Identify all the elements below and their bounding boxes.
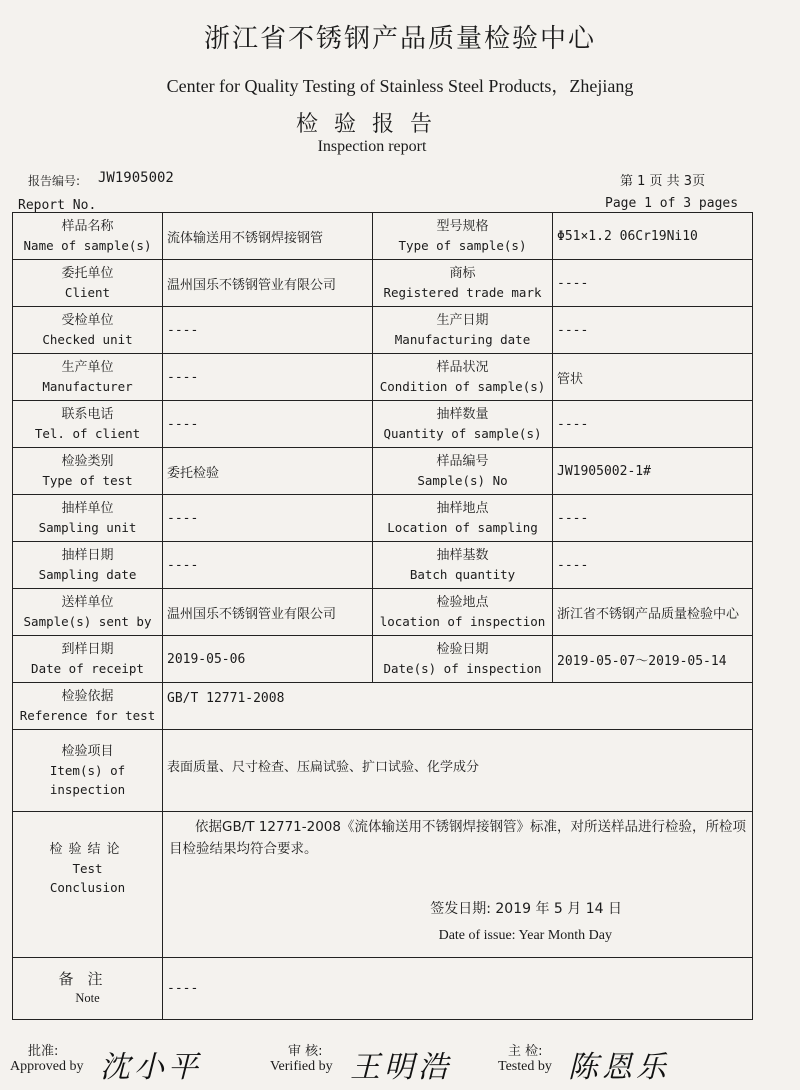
- field-value: ----: [163, 495, 373, 542]
- conclusion-row: [13, 812, 753, 958]
- field-value: ----: [163, 542, 373, 589]
- table-row: [13, 448, 753, 495]
- field-label: 联系电话 Tel. of client: [13, 401, 163, 448]
- table-row: [13, 307, 753, 354]
- report-no-value: JW1905002: [98, 170, 174, 186]
- verified-label-en: Verified by: [270, 1059, 333, 1074]
- field-label: 型号规格 Type of sample(s): [373, 213, 553, 260]
- inspection-table: [12, 212, 753, 1020]
- issue-date-en: Date of issue: Year Month Day: [438, 928, 612, 943]
- field-value: 温州国乐不锈钢管业有限公司: [163, 589, 373, 636]
- info-rows: [13, 213, 753, 1020]
- table-row: [13, 542, 753, 589]
- field-value: JW1905002-1#: [553, 448, 753, 495]
- field-value: 2019-05-06: [163, 636, 373, 683]
- field-value: 管状: [553, 354, 753, 401]
- note-row: [13, 958, 753, 1020]
- tested-label-cn: 主 检:: [508, 1044, 543, 1059]
- reference-value: GB/T 12771-2008: [163, 683, 753, 730]
- org-name-en: Center for Quality Testing of Stainless Steel Products，Zhejiang: [166, 76, 634, 96]
- field-label: 受检单位 Checked unit: [13, 307, 163, 354]
- approved-signature: 沈小平: [100, 1050, 202, 1085]
- issue-date-cn: 签发日期: 2019 年 5 月 14 日: [430, 901, 622, 917]
- tested-by: [498, 1040, 552, 1075]
- items-label: 检验项目 Item(s) of inspection: [13, 730, 163, 812]
- note-label: 备注 Note: [13, 958, 163, 1020]
- table-row: [13, 589, 753, 636]
- field-value: 委托检验: [163, 448, 373, 495]
- verified-signature: 王明浩: [350, 1050, 452, 1085]
- field-label: 样品编号 Sample(s) No: [373, 448, 553, 495]
- field-value: ----: [163, 354, 373, 401]
- field-value: ----: [163, 401, 373, 448]
- table-row: [13, 354, 753, 401]
- approved-label-cn: 批准:: [28, 1044, 59, 1059]
- field-label: 生产单位 Manufacturer: [13, 354, 163, 401]
- table-row: [13, 213, 753, 260]
- reference-label: 检验依据 Reference for test: [13, 683, 163, 730]
- field-label: 检验地点 location of inspection: [373, 589, 553, 636]
- field-value: ----: [553, 307, 753, 354]
- field-label: 检验日期 Date(s) of inspection: [373, 636, 553, 683]
- report-no-label-en: Report No.: [18, 198, 97, 213]
- approved-label-en: Approved by: [10, 1059, 84, 1074]
- field-value: ----: [553, 542, 753, 589]
- items-row: [13, 730, 753, 812]
- conclusion-content: [163, 812, 753, 958]
- field-label: 生产日期 Manufacturing date: [373, 307, 553, 354]
- table-row: [13, 260, 753, 307]
- field-value: 流体输送用不锈钢焊接钢管: [163, 213, 373, 260]
- field-label: 抽样地点 Location of sampling: [373, 495, 553, 542]
- org-name-cn: 浙江省不锈钢产品质量检验中心: [203, 24, 596, 54]
- conclusion-text: 依据GB/T 12771-2008《流体输送用不锈钢焊接钢管》标准，对所送样品进行检验，所检项目检验结果均符合要求。: [169, 819, 746, 857]
- field-value: Φ51×1.2 06Cr19Ni10: [553, 213, 753, 260]
- note-value: ----: [163, 958, 753, 1020]
- verified-by: [270, 1040, 333, 1075]
- field-label: 抽样日期 Sampling date: [13, 542, 163, 589]
- page-indicator-cn: 第 1 页 共 3页: [620, 174, 706, 189]
- report-title-en: Inspection report: [317, 138, 427, 155]
- field-label: 商标 Registered trade mark: [373, 260, 553, 307]
- field-label: 样品状况 Condition of sample(s): [373, 354, 553, 401]
- field-label: 检验类别 Type of test: [13, 448, 163, 495]
- field-value: 2019-05-07～2019-05-14: [553, 636, 753, 683]
- field-value: ----: [553, 401, 753, 448]
- page-indicator-en: Page 1 of 3 pages: [605, 196, 739, 211]
- field-value: 浙江省不锈钢产品质量检验中心: [553, 589, 753, 636]
- field-label: 到样日期 Date of receipt: [13, 636, 163, 683]
- field-label: 委托单位 Client: [13, 260, 163, 307]
- verified-label-cn: 审 核:: [288, 1044, 323, 1059]
- field-value: ----: [553, 260, 753, 307]
- conclusion-label: 检验结论 Test Conclusion: [13, 812, 163, 958]
- field-label: 样品名称 Name of sample(s): [13, 213, 163, 260]
- field-label: 抽样基数 Batch quantity: [373, 542, 553, 589]
- report-title-cn: 检验报告: [295, 112, 448, 137]
- field-label: 抽样数量 Quantity of sample(s): [373, 401, 553, 448]
- report-no-label-cn: 报告编号:: [28, 174, 81, 188]
- tested-label-en: Tested by: [498, 1059, 552, 1074]
- table-row: [13, 401, 753, 448]
- items-value: 表面质量、尺寸检查、压扁试验、扩口试验、化学成分: [163, 730, 753, 812]
- approved-by: [10, 1040, 84, 1075]
- field-label: 送样单位 Sample(s) sent by: [13, 589, 163, 636]
- table-row: [13, 636, 753, 683]
- table-row: [13, 495, 753, 542]
- reference-row: [13, 683, 753, 730]
- tested-signature: 陈恩乐: [568, 1050, 670, 1085]
- field-value: ----: [553, 495, 753, 542]
- field-value: ----: [163, 307, 373, 354]
- field-label: 抽样单位 Sampling unit: [13, 495, 163, 542]
- field-value: 温州国乐不锈钢管业有限公司: [163, 260, 373, 307]
